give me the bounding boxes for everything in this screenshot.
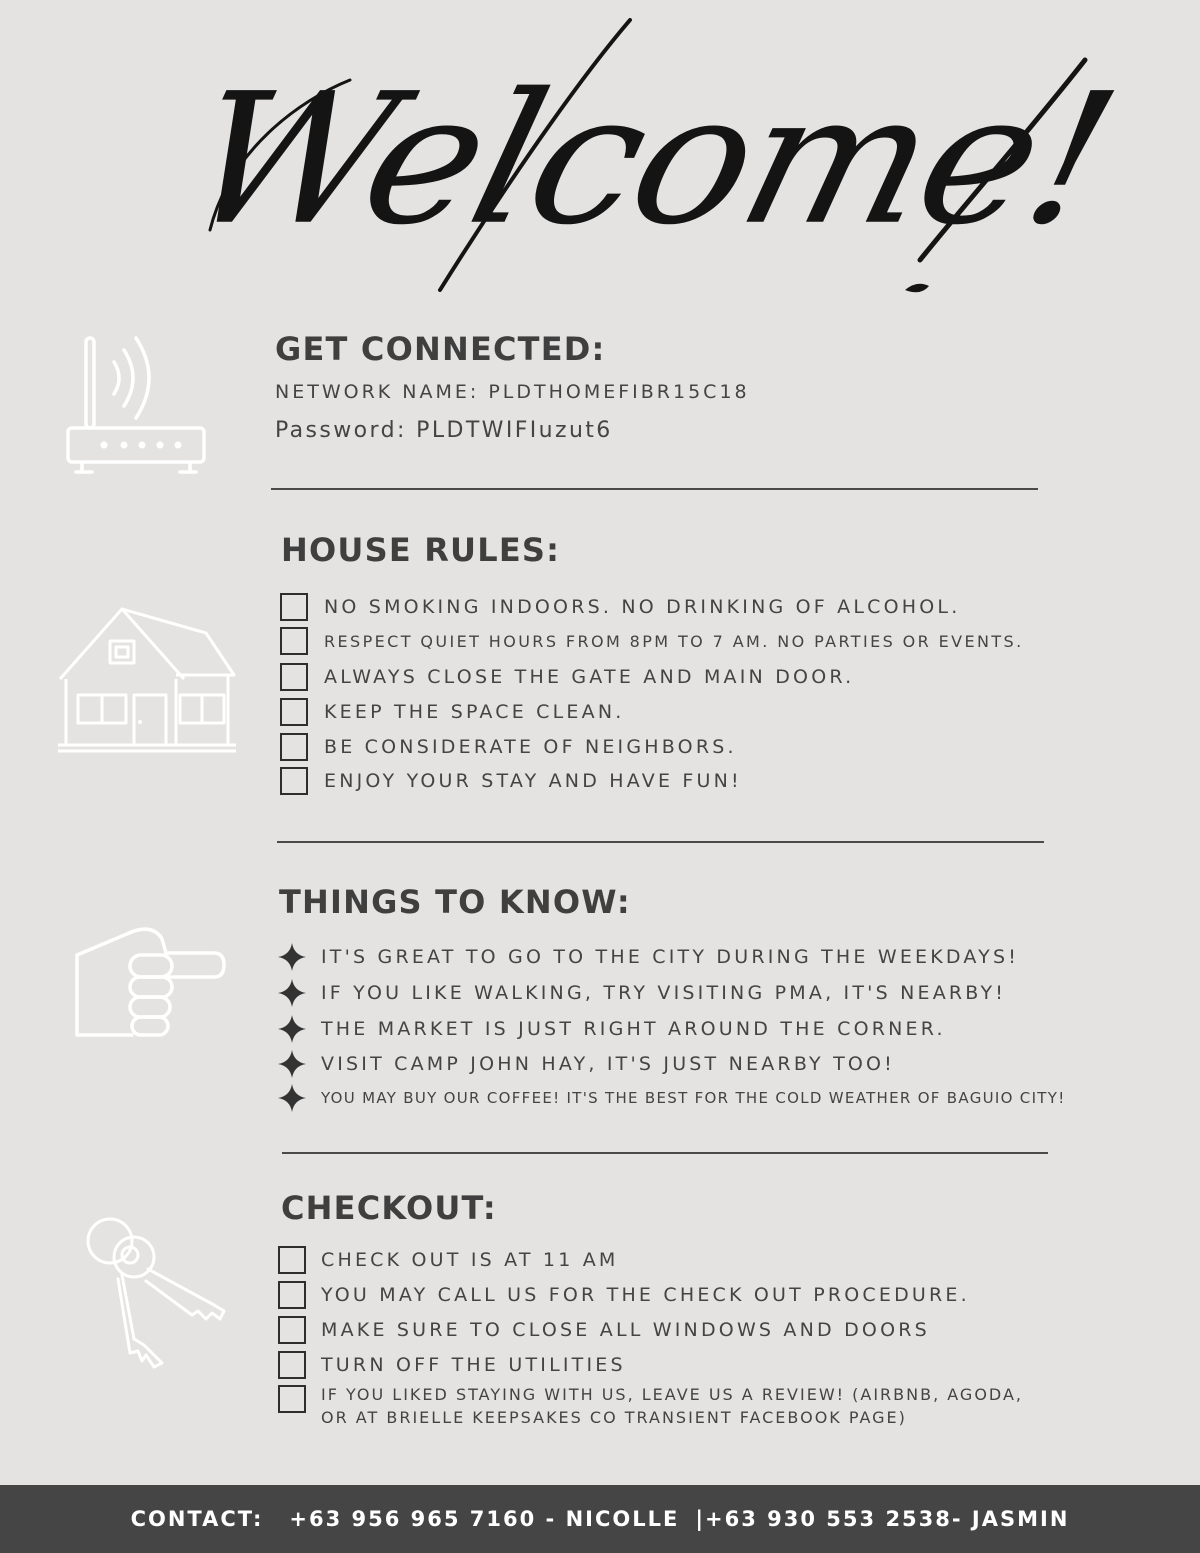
- sparkle-icon: [278, 1015, 306, 1043]
- checkout-item: [278, 1385, 1023, 1429]
- contact-footer: [0, 1485, 1200, 1553]
- tip-item: [278, 1015, 946, 1043]
- checkout-review-text: [321, 1383, 1023, 1429]
- checkout-text: YOU MAY CALL US FOR THE CHECK OUT PROCEDURE.: [321, 1284, 970, 1306]
- sparkle-icon: [278, 943, 306, 971]
- tip-item: [278, 943, 1019, 971]
- checkout-item: [278, 1246, 619, 1274]
- pointing-hand-icon: [74, 925, 226, 1040]
- things-to-know-heading: THINGS TO KNOW:: [279, 883, 631, 921]
- tip-item: [278, 1084, 1066, 1112]
- contact-label: CONTACT:: [130, 1507, 264, 1531]
- house-rule-checkbox[interactable]: [280, 627, 308, 655]
- checkout-checkbox[interactable]: [278, 1351, 306, 1379]
- house-rule-checkbox[interactable]: [280, 733, 308, 761]
- house-rule-item: [280, 733, 737, 761]
- divider-2: [277, 841, 1044, 843]
- contact-separator: |: [695, 1507, 706, 1531]
- house-rule-checkbox[interactable]: [280, 593, 308, 621]
- divider-3: [282, 1152, 1048, 1154]
- house-rule-item: [280, 593, 960, 621]
- sparkle-icon: [278, 1050, 306, 1078]
- checkout-item: [278, 1351, 626, 1379]
- house-rule-text: BE CONSIDERATE OF NEIGHBORS.: [324, 736, 737, 758]
- checkout-checkbox[interactable]: [278, 1316, 306, 1344]
- keys-icon: [84, 1215, 229, 1370]
- house-rule-checkbox[interactable]: [280, 767, 308, 795]
- house-rule-text: ALWAYS CLOSE THE GATE AND MAIN DOOR.: [324, 666, 855, 688]
- checkout-item: [278, 1281, 970, 1309]
- tip-item: [278, 979, 1006, 1007]
- checkout-review-line-1: IF YOU LIKED STAYING WITH US, LEAVE US A REVIEW! (AIRBNB, AGODA,: [321, 1385, 1023, 1404]
- password-text: Password: PLDTWIFIuzut6: [275, 418, 613, 443]
- contact-phone-jasmin: +63 930 553 2538- JASMIN: [705, 1507, 1070, 1531]
- get-connected-heading: GET CONNECTED:: [275, 330, 606, 368]
- checkout-checkbox[interactable]: [278, 1246, 306, 1274]
- house-rule-item: [280, 627, 1024, 655]
- tip-text: VISIT CAMP JOHN HAY, IT'S JUST NEARBY TOO!: [321, 1053, 895, 1075]
- house-rule-checkbox[interactable]: [280, 698, 308, 726]
- tip-text: THE MARKET IS JUST RIGHT AROUND THE CORNER.: [321, 1018, 946, 1040]
- house-rule-item: [280, 698, 625, 726]
- checkout-text: TURN OFF THE UTILITIES: [321, 1354, 626, 1376]
- title-area: [168, 10, 1132, 320]
- tip-text: YOU MAY BUY OUR COFFEE! IT'S THE BEST FOR THE COLD WEATHER OF BAGUIO CITY!: [321, 1089, 1066, 1107]
- house-rule-text: NO SMOKING INDOORS. NO DRINKING OF ALCOHOL.: [324, 596, 961, 618]
- divider-1: [271, 488, 1038, 490]
- house-rules-heading: HOUSE RULES:: [281, 531, 561, 569]
- house-rule-text: KEEP THE SPACE CLEAN.: [324, 701, 625, 723]
- wifi-router-icon: [62, 332, 212, 477]
- sparkle-icon: [278, 979, 306, 1007]
- house-rule-item: [280, 663, 854, 691]
- checkout-text: CHECK OUT IS AT 11 AM: [321, 1249, 619, 1271]
- checkout-review-line-2: OR AT BRIELLE KEEPSAKES CO TRANSIENT FACEBOOK PAGE): [321, 1408, 907, 1427]
- sparkle-icon: [278, 1084, 306, 1112]
- house-rule-text: ENJOY YOUR STAY AND HAVE FUN!: [324, 770, 742, 792]
- checkout-heading: CHECKOUT:: [281, 1189, 497, 1227]
- network-name-text: NETWORK NAME: PLDTHOMEFIBR15C18: [275, 381, 750, 403]
- tip-item: [278, 1050, 895, 1078]
- checkout-checkbox[interactable]: [278, 1385, 306, 1413]
- checkout-item: [278, 1316, 930, 1344]
- house-rule-checkbox[interactable]: [280, 663, 308, 691]
- checkout-text: MAKE SURE TO CLOSE ALL WINDOWS AND DOORS: [321, 1319, 930, 1341]
- house-icon: [56, 605, 238, 753]
- welcome-title: Welcome!: [168, 54, 1132, 265]
- house-rule-text: RESPECT QUIET HOURS FROM 8PM TO 7 AM. NO PARTIES OR EVENTS.: [324, 631, 1024, 651]
- contact-phone-nicolle: +63 956 965 7160 - NICOLLE: [289, 1507, 680, 1531]
- tip-text: IF YOU LIKE WALKING, TRY VISITING PMA, IT'S NEARBY!: [321, 982, 1007, 1004]
- checkout-checkbox[interactable]: [278, 1281, 306, 1309]
- house-rule-item: [280, 767, 742, 795]
- tip-text: IT'S GREAT TO GO TO THE CITY DURING THE WEEKDAYS!: [321, 946, 1020, 968]
